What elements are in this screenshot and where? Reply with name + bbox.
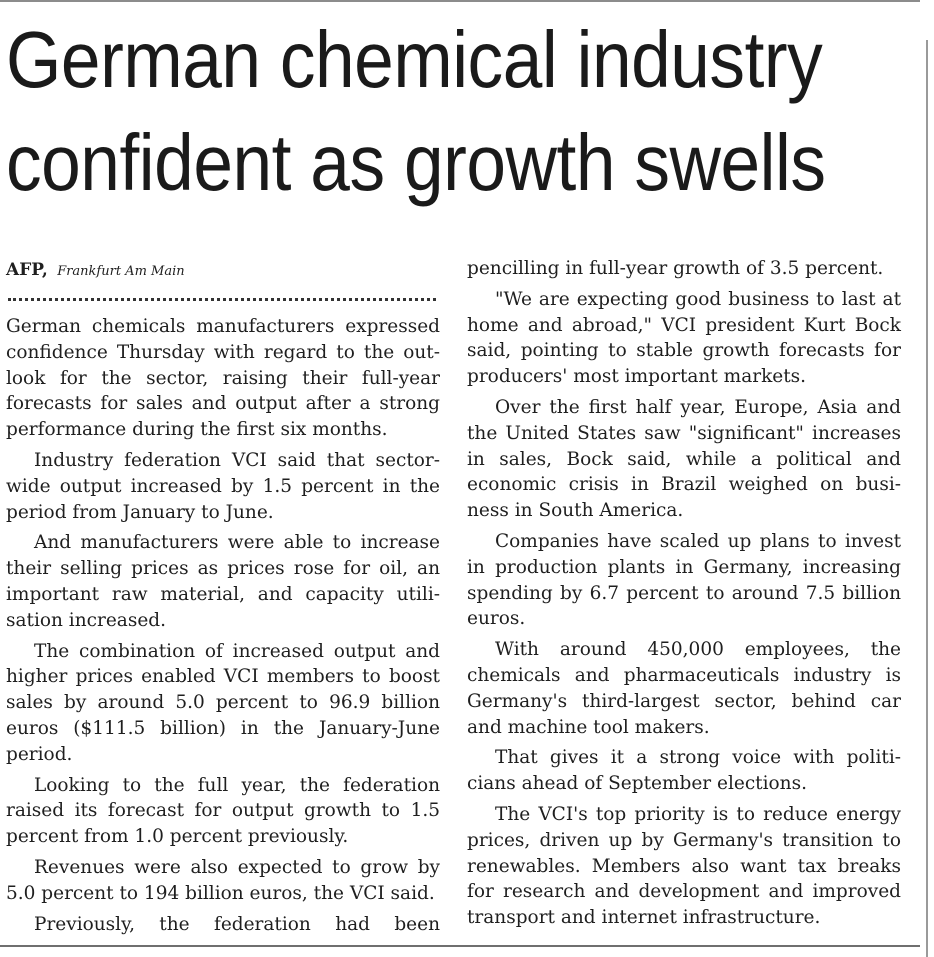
paragraph: Looking to the full year, the federation raised its forecast for output growth to 1.5 percent from 1.0 percent previously. [6,774,440,848]
article-column-right [467,256,901,936]
headline-line-1: German chemical industry [6,15,823,104]
byline [6,258,185,284]
paragraph: Over the first half year, Europe, Asia and the United States saw "significant" increases in sales, Bock said, while a political and economic crisis in Brazil weighed on busi-ness in South America. [467,396,901,522]
paragraph: The combination of increased output and higher prices enabled VCI members to boost sales by around 5.0 percent to 96.9 billion euros ($111.5 billion) in the January-June period. [6,640,440,765]
paragraph: pencilling in full-year growth of 3.5 percent. [467,258,884,279]
paragraph: Industry federation VCI said that sector-wide output increased by 1.5 percent in the period from January to June. [6,449,440,523]
bottom-rule [0,945,920,947]
paragraph: With around 450,000 employees, the chemicals and pharmaceuticals industry is Germany's third-largest sector, behind car and machine tool makers. [467,639,901,738]
paragraph: Previously, the federation had been [34,913,440,935]
byline-agency: AFP, [6,260,48,280]
column-divider-rule [926,40,928,957]
paragraph: German chemicals manufacturers expressed confidence Thursday with regard to the out-look for the sector, raising their full-year forecasts for sales and output after a strong performance during the first six months. [6,316,440,441]
paragraph: The VCI's top priority is to reduce energy prices, driven up by Germany's transition to renewables. Members also want tax breaks for research and development and improved transport and internet infrastructure. [467,803,901,929]
top-rule [0,0,920,2]
paragraph: "We are expecting good business to last at home and abroad," VCI president Kurt Bock said, pointing to stable growth forecasts for producers' most important markets. [467,288,901,388]
paragraph: Companies have scaled up plans to invest in production plants in Germany, increasing spending by 6.7 percent to around 7.5 billion euros. [467,530,901,630]
headline-line-2: confident as growth swells [6,118,826,207]
article-headline [6,8,826,214]
paragraph: Revenues were also expected to grow by 5.0 percent to 194 billion euros, the VCI said. [6,856,440,904]
paragraph: That gives it a strong voice with politi-cians ahead of September elections. [467,747,901,795]
article-column-left [6,314,440,942]
byline-dateline: Frankfurt Am Main [57,264,185,279]
byline-dotted-rule [8,298,436,301]
paragraph: And manufacturers were able to increase their selling prices as prices rose for oil, an important raw material, and capacity utili-sation increased. [6,532,440,631]
